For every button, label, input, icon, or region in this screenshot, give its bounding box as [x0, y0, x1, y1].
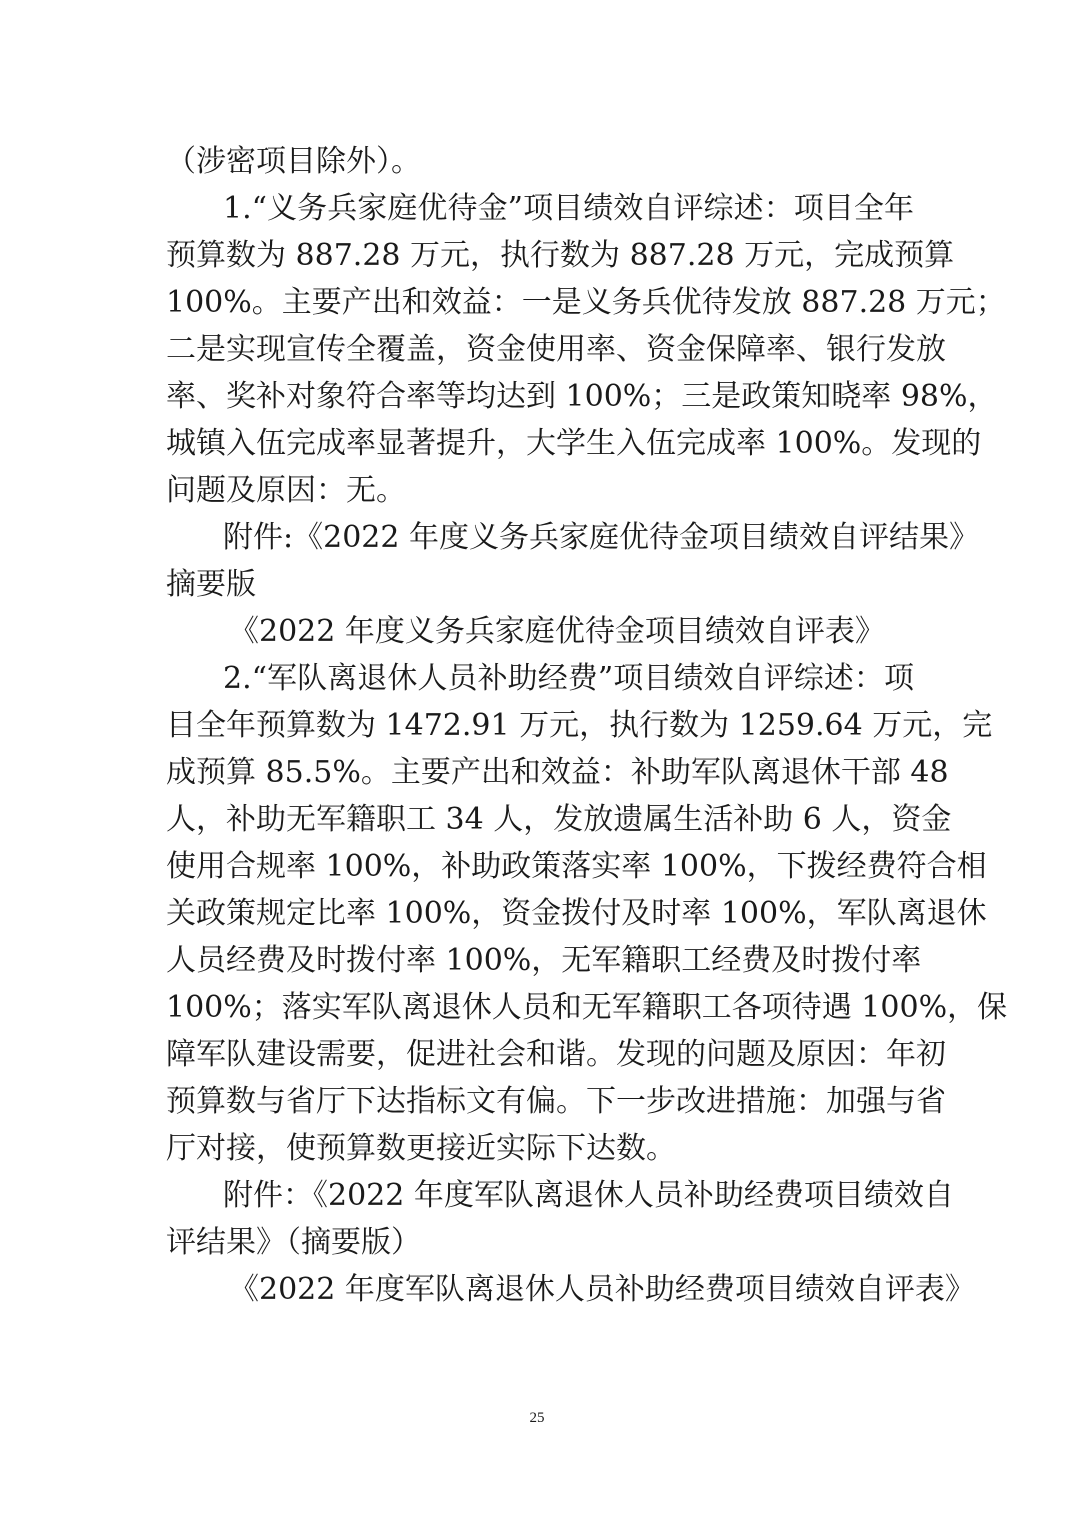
- attachment-line-2: 摘要版: [166, 567, 256, 602]
- text-line-4: 100%。主要产出和效益：一是义务兵优待发放 887.28 万元；: [166, 285, 1006, 320]
- text-line-13: 目全年预算数为 1472.91 万元，执行数为 1259.64 万元，完: [166, 708, 993, 743]
- text-line-12: 2.“军队离退休人员补助经费”项目绩效自评综述：项: [223, 661, 914, 696]
- text-line-21: 预算数与省厅下达指标文有偏。下一步改进措施：加强与省: [166, 1084, 946, 1119]
- text-line-5: 二是实现宣传全覆盖，资金使用率、资金保障率、银行发放: [166, 332, 946, 367]
- text-line-8: 问题及原因：无。: [166, 473, 406, 508]
- attachment-line-1: 附件:《2022 年度义务兵家庭优待金项目绩效自评结果》: [223, 520, 979, 555]
- attachment-line-4: 评结果》（摘要版）: [166, 1225, 421, 1260]
- attachment-table-title-1: 《2022 年度义务兵家庭优待金项目绩效自评表》: [229, 614, 885, 649]
- text-line-14: 成预算 85.5%。主要产出和效益：补助军队离退休干部 48: [166, 755, 949, 790]
- attachment-table-title-2: 《2022 年度军队离退休人员补助经费项目绩效自评表》: [229, 1272, 975, 1307]
- text-line-2: 1.“义务兵家庭优待金”项目绩效自评综述：项目全年: [223, 191, 914, 226]
- text-line-18: 人员经费及时拨付率 100%，无军籍职工经费及时拨付率: [166, 943, 922, 978]
- text-line-6: 率、奖补对象符合率等均达到 100%；三是政策知晓率 98%，: [166, 379, 998, 414]
- text-line-20: 障军队建设需要，促进社会和谐。发现的问题及原因：年初: [166, 1037, 946, 1072]
- text-line-15: 人，补助无军籍职工 34 人，发放遗属生活补助 6 人，资金: [166, 802, 952, 837]
- text-line-3: 预算数为 887.28 万元，执行数为 887.28 万元，完成预算: [166, 238, 955, 273]
- text-line-17: 关政策规定比率 100%，资金拨付及时率 100%，军队离退休: [166, 896, 987, 931]
- text-line-19: 100%；落实军队离退休人员和无军籍职工各项待遇 100%，保: [166, 990, 1008, 1025]
- text-line-16: 使用合规率 100%，补助政策落实率 100%，下拨经费符合相: [166, 849, 987, 884]
- page-number: 25: [529, 1410, 545, 1426]
- text-line-1: （涉密项目除外）。: [166, 144, 421, 179]
- text-line-7: 城镇入伍完成率显著提升，大学生入伍完成率 100%。发现的: [166, 426, 982, 461]
- attachment-line-3: 附件：《2022 年度军队离退休人员补助经费项目绩效自: [223, 1178, 954, 1213]
- text-line-22: 厅对接，使预算数更接近实际下达数。: [166, 1131, 676, 1166]
